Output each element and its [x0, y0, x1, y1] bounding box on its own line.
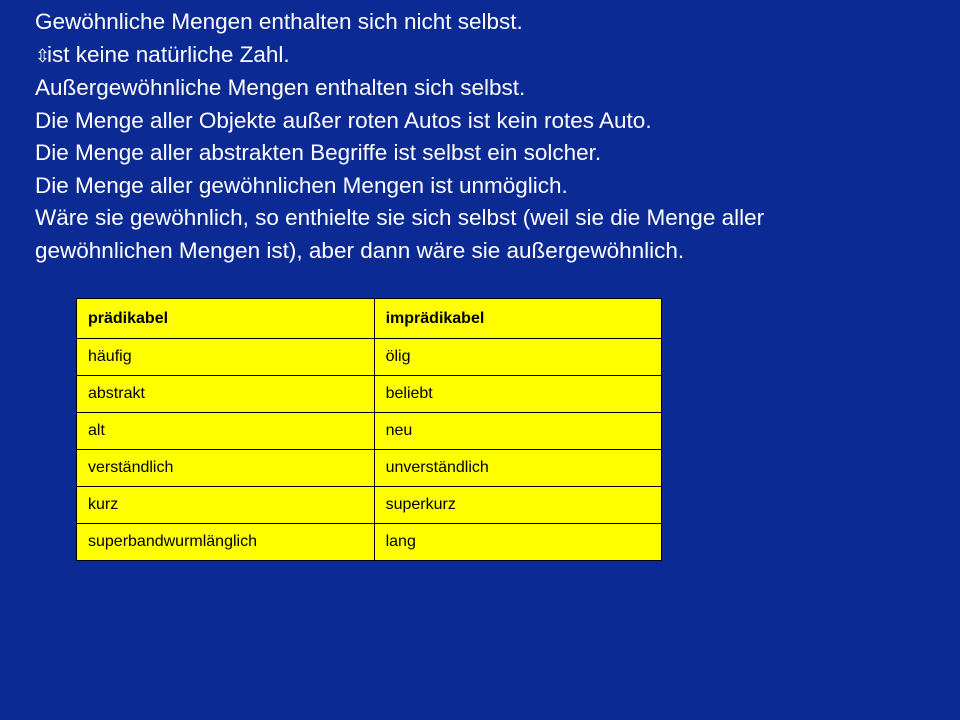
- text-line-8: gewöhnlichen Mengen ist), aber dann wäre sie außergewöhnlich.: [35, 237, 685, 263]
- slide-text: [35, 6, 935, 267]
- text-line-2-text: ist keine natürliche Zahl.: [47, 41, 290, 67]
- table-row: [77, 450, 662, 487]
- table-row: [77, 487, 662, 524]
- table-cell: lang: [374, 524, 661, 561]
- text-line-2: [35, 39, 935, 73]
- table-cell: superkurz: [374, 487, 661, 524]
- table-row: [77, 524, 662, 561]
- table-row: [77, 413, 662, 450]
- text-line-5: Die Menge aller abstrakten Begriffe ist selbst ein solcher.: [35, 140, 602, 165]
- header-impraedikabel: imprädikabel: [374, 299, 661, 339]
- text-line-4: Die Menge aller Objekte außer roten Autos ist kein rotes Auto.: [35, 107, 652, 133]
- table-row: [77, 376, 662, 413]
- table-row: [77, 339, 662, 376]
- table-cell: abstrakt: [77, 376, 375, 413]
- text-line-6: Die Menge aller gewöhnlichen Mengen ist unmöglich.: [35, 172, 568, 198]
- table-cell: beliebt: [374, 376, 661, 413]
- table-cell: häufig: [77, 339, 375, 376]
- predicate-table: [76, 298, 662, 561]
- text-line-7: Wäre sie gewöhnlich, so enthielte sie sich selbst (weil sie die Menge aller: [35, 205, 765, 230]
- text-line-1: Gewöhnliche Mengen enthalten sich nicht selbst.: [35, 9, 523, 34]
- table-cell: ölig: [374, 339, 661, 376]
- table-header-row: [77, 299, 662, 339]
- table-cell: kurz: [77, 487, 375, 524]
- header-praedikabel: prädikabel: [77, 299, 375, 339]
- table-cell: unverständlich: [374, 450, 661, 487]
- up-down-arrow-icon: ⇳: [35, 45, 51, 66]
- table-cell: verständlich: [77, 450, 375, 487]
- table-cell: neu: [374, 413, 661, 450]
- text-line-3: Außergewöhnliche Mengen enthalten sich selbst.: [35, 75, 526, 100]
- table-cell: alt: [77, 413, 375, 450]
- table-cell: superbandwurmlänglich: [77, 524, 375, 561]
